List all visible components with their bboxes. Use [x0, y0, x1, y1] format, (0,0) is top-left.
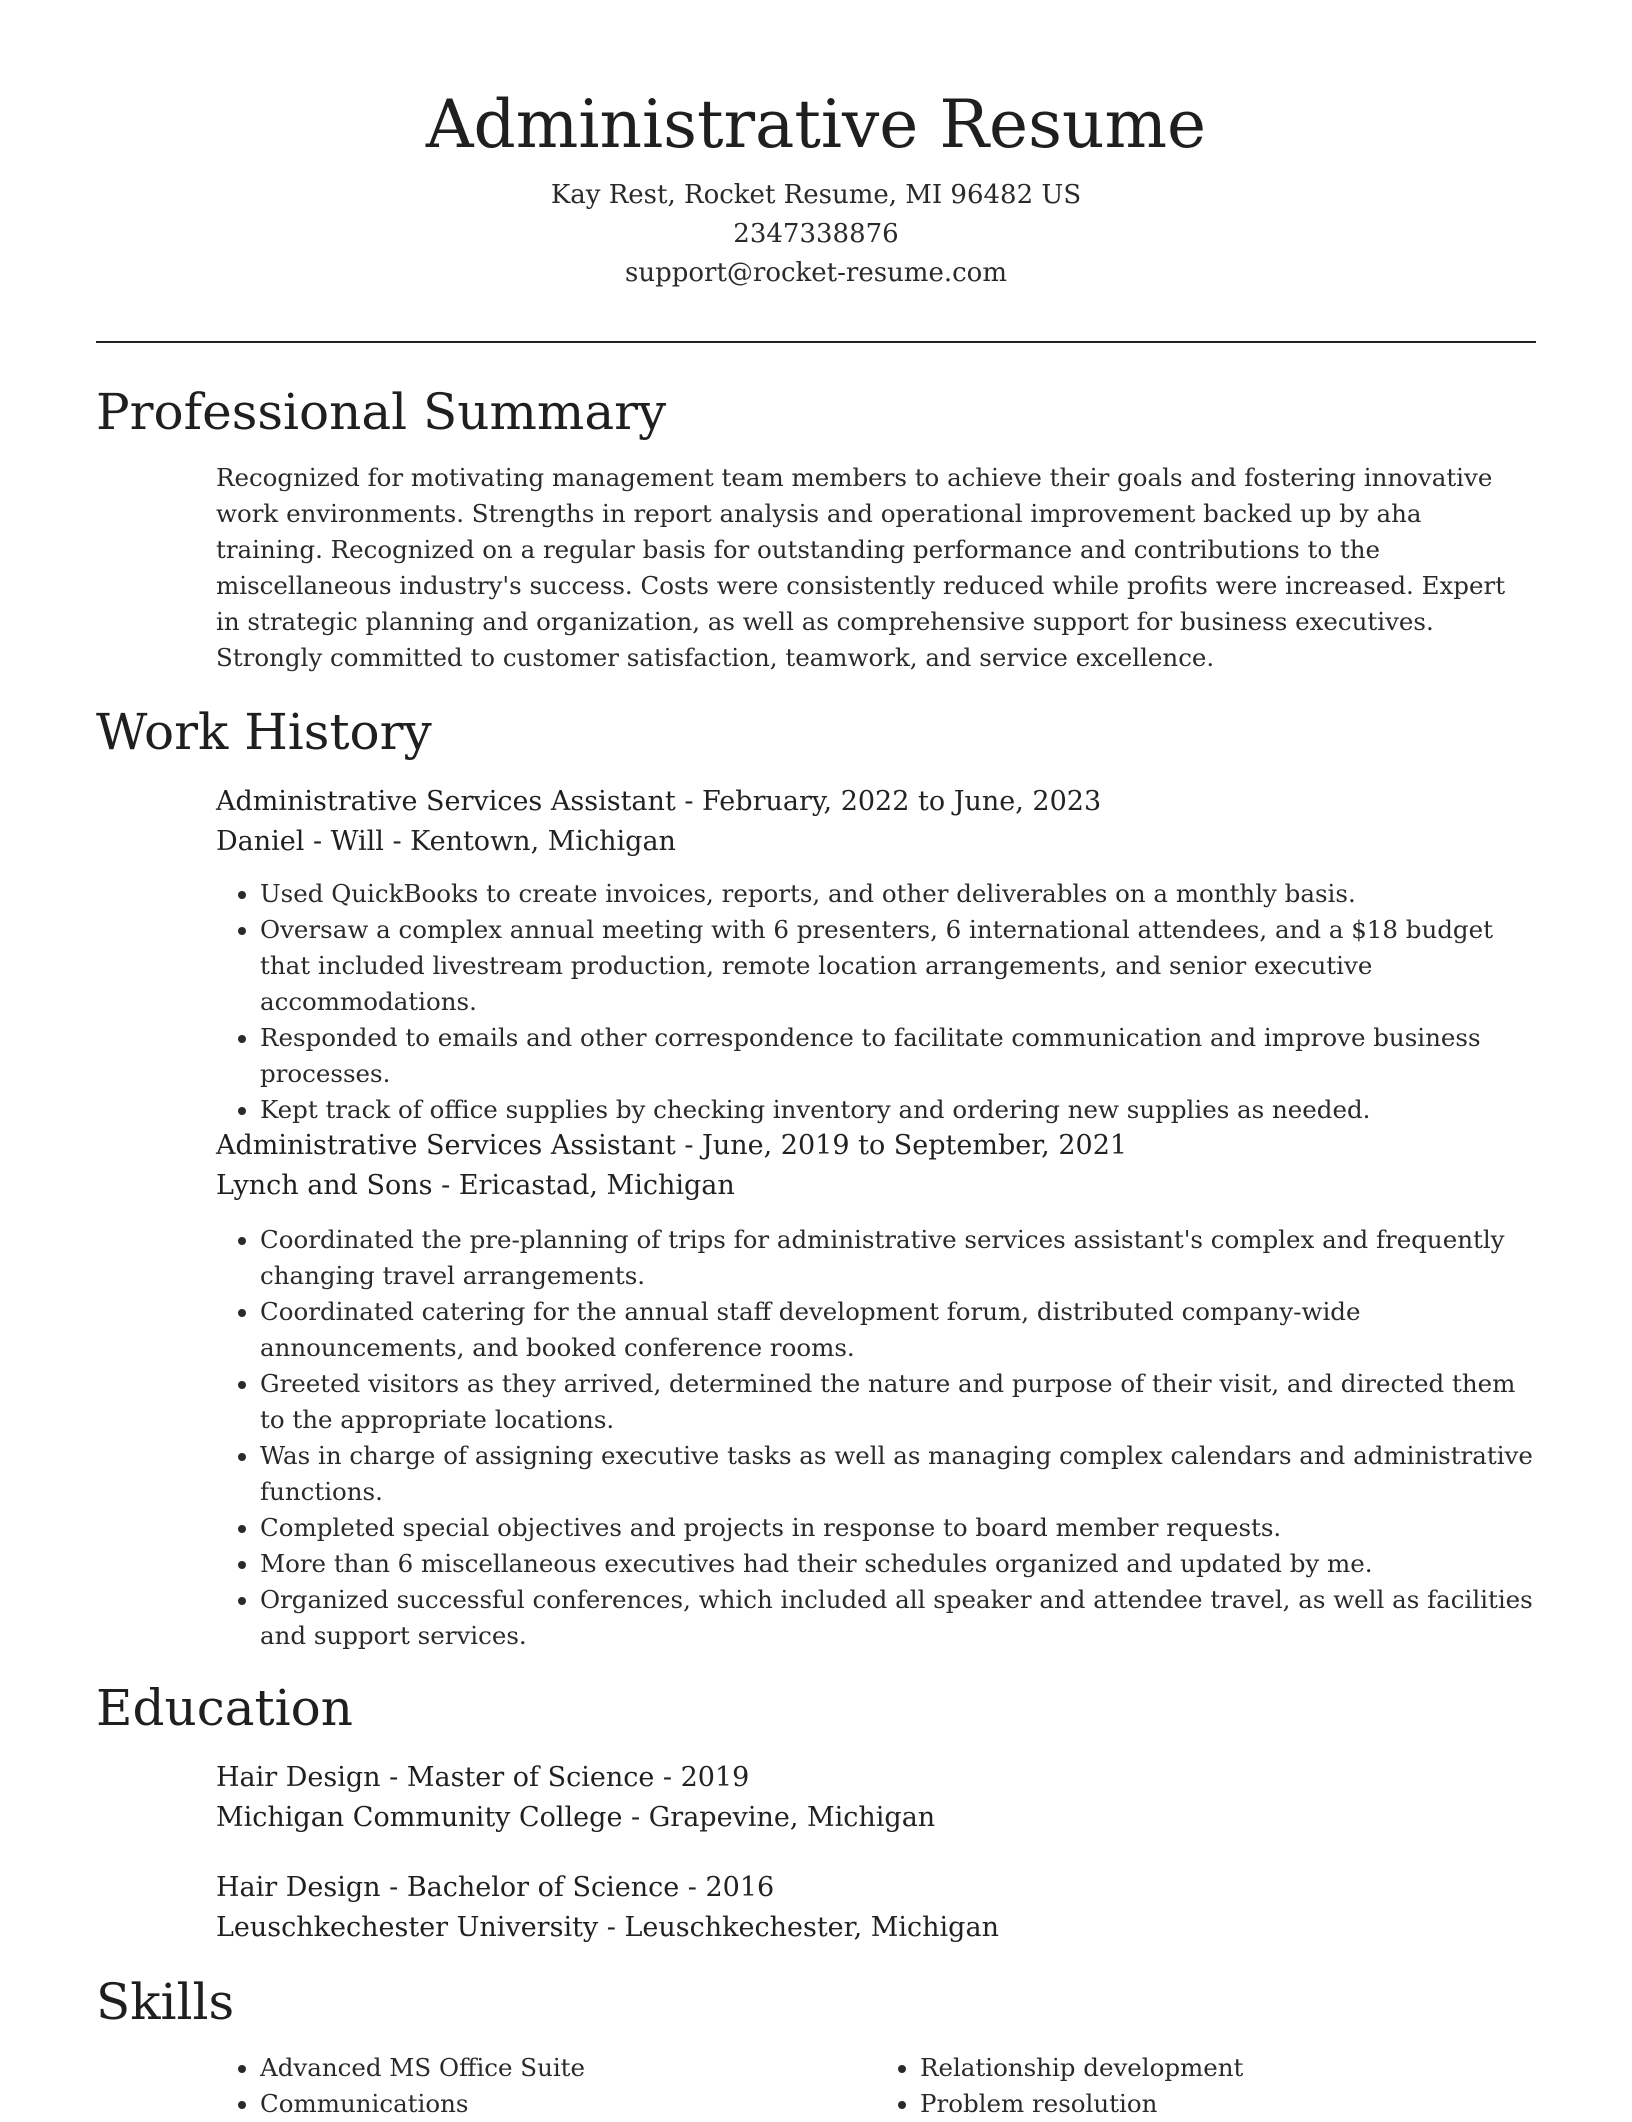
job-company-line: [216, 1166, 1536, 1206]
job-company: Daniel - Will: [216, 826, 384, 857]
job-location: - Kentown, Michigan: [383, 826, 676, 857]
job-title: Administrative Services Assistant: [216, 1130, 676, 1161]
list-item: • Organized successful conferences, which included all speaker and attendee travel, as well as facilities and support services.: [260, 1582, 1536, 1654]
job-bullets: [216, 876, 1536, 1128]
header-divider: [96, 341, 1536, 343]
education-year: - 2016: [679, 1872, 775, 1903]
education-location: - Leuschkechester, Michigan: [598, 1912, 999, 1943]
education-degree: Hair Design - Master of Science: [216, 1762, 655, 1793]
list-item: • Coordinated catering for the annual staff development forum, distributed company-wide announcements, and booked conference rooms.: [260, 1294, 1536, 1366]
contact-phone: 2347338876: [733, 219, 899, 249]
resume-header: [96, 80, 1536, 293]
education-entry-2: [216, 1868, 1536, 1948]
skills-column-1: [216, 2050, 876, 2122]
skills-column-2: [876, 2050, 1536, 2122]
education-school-line: [216, 1798, 1536, 1838]
job-title-line: [216, 1126, 1536, 1166]
education-degree-line: [216, 1868, 1536, 1908]
list-item: • More than 6 miscellaneous executives had their schedules organized and updated by me.: [260, 1546, 1536, 1582]
job-title: Administrative Services Assistant: [216, 786, 676, 817]
page-title: Administrative Resume: [425, 86, 1207, 163]
section-title-summary: Professional Summary: [96, 383, 667, 441]
list-item: • Completed special objectives and projects in response to board member requests.: [260, 1510, 1536, 1546]
list-item: • Was in charge of assigning executive tasks as well as managing complex calendars and administrative functions.: [260, 1438, 1536, 1510]
job-entry-1: [216, 782, 1536, 1128]
skill-item: • Communications: [260, 2086, 876, 2122]
education-entry-1: [216, 1758, 1536, 1838]
list-item: • Oversaw a complex annual meeting with 6 presenters, 6 international attendees, and a $18 budget that included livestream production, remote location arrangements, and senior executive accommodations.: [260, 912, 1536, 1020]
summary-section: [216, 460, 1536, 676]
section-title-work-history: Work History: [96, 703, 432, 761]
job-location: - Ericastad, Michigan: [432, 1170, 735, 1201]
skill-item: • Problem resolution: [920, 2086, 1536, 2122]
section-title-skills: Skills: [96, 1973, 235, 2031]
education-degree-line: [216, 1758, 1536, 1798]
education-year: - 2019: [654, 1762, 750, 1793]
contact-info: [96, 176, 1536, 293]
education-school-line: [216, 1908, 1536, 1948]
list-item: • Responded to emails and other correspondence to facilitate communication and improve business processes.: [260, 1020, 1536, 1092]
contact-email: support@rocket-resume.com: [624, 258, 1007, 288]
list-item: • Used QuickBooks to create invoices, reports, and other deliverables on a monthly basis.: [260, 876, 1536, 912]
section-title-education: Education: [96, 1679, 353, 1737]
job-bullets: [216, 1222, 1536, 1654]
skills-section: [216, 2050, 1536, 2122]
education-degree: Hair Design - Bachelor of Science: [216, 1872, 680, 1903]
job-entry-2: [216, 1126, 1536, 1654]
skill-item: • Relationship development: [920, 2050, 1536, 2086]
job-company: Lynch and Sons: [216, 1170, 433, 1201]
job-dates: - June, 2019 to September, 2021: [675, 1130, 1128, 1161]
job-dates: - February, 2022 to June, 2023: [675, 786, 1102, 817]
list-item: • Coordinated the pre-planning of trips for administrative services assistant's complex and frequently changing travel arrangements.: [260, 1222, 1536, 1294]
contact-address: Kay Rest, Rocket Resume, MI 96482 US: [550, 180, 1082, 210]
education-location: - Grapevine, Michigan: [622, 1802, 936, 1833]
skill-item: • Advanced MS Office Suite: [260, 2050, 876, 2086]
list-item: • Greeted visitors as they arrived, determined the nature and purpose of their visit, and directed them to the appropriate locations.: [260, 1366, 1536, 1438]
job-title-line: [216, 782, 1536, 822]
job-company-line: [216, 822, 1536, 862]
education-school: Michigan Community College: [216, 1802, 623, 1833]
education-school: Leuschkechester University: [216, 1912, 599, 1943]
list-item: • Kept track of office supplies by checking inventory and ordering new supplies as needed.: [260, 1092, 1536, 1128]
summary-text: Recognized for motivating management team members to achieve their goals and fostering innovative work environments. Strengths in report analysis and operational improvement backed up by aha training. Recognized on a regular basis for outstanding performance and contributions to the miscellaneous industry's success. Costs were consistently reduced while profits were increased. Expert in strategic planning and organization, as well as comprehensive support for business executives. Strongly committed to customer satisfaction, teamwork, and service excellence.: [216, 463, 1506, 672]
